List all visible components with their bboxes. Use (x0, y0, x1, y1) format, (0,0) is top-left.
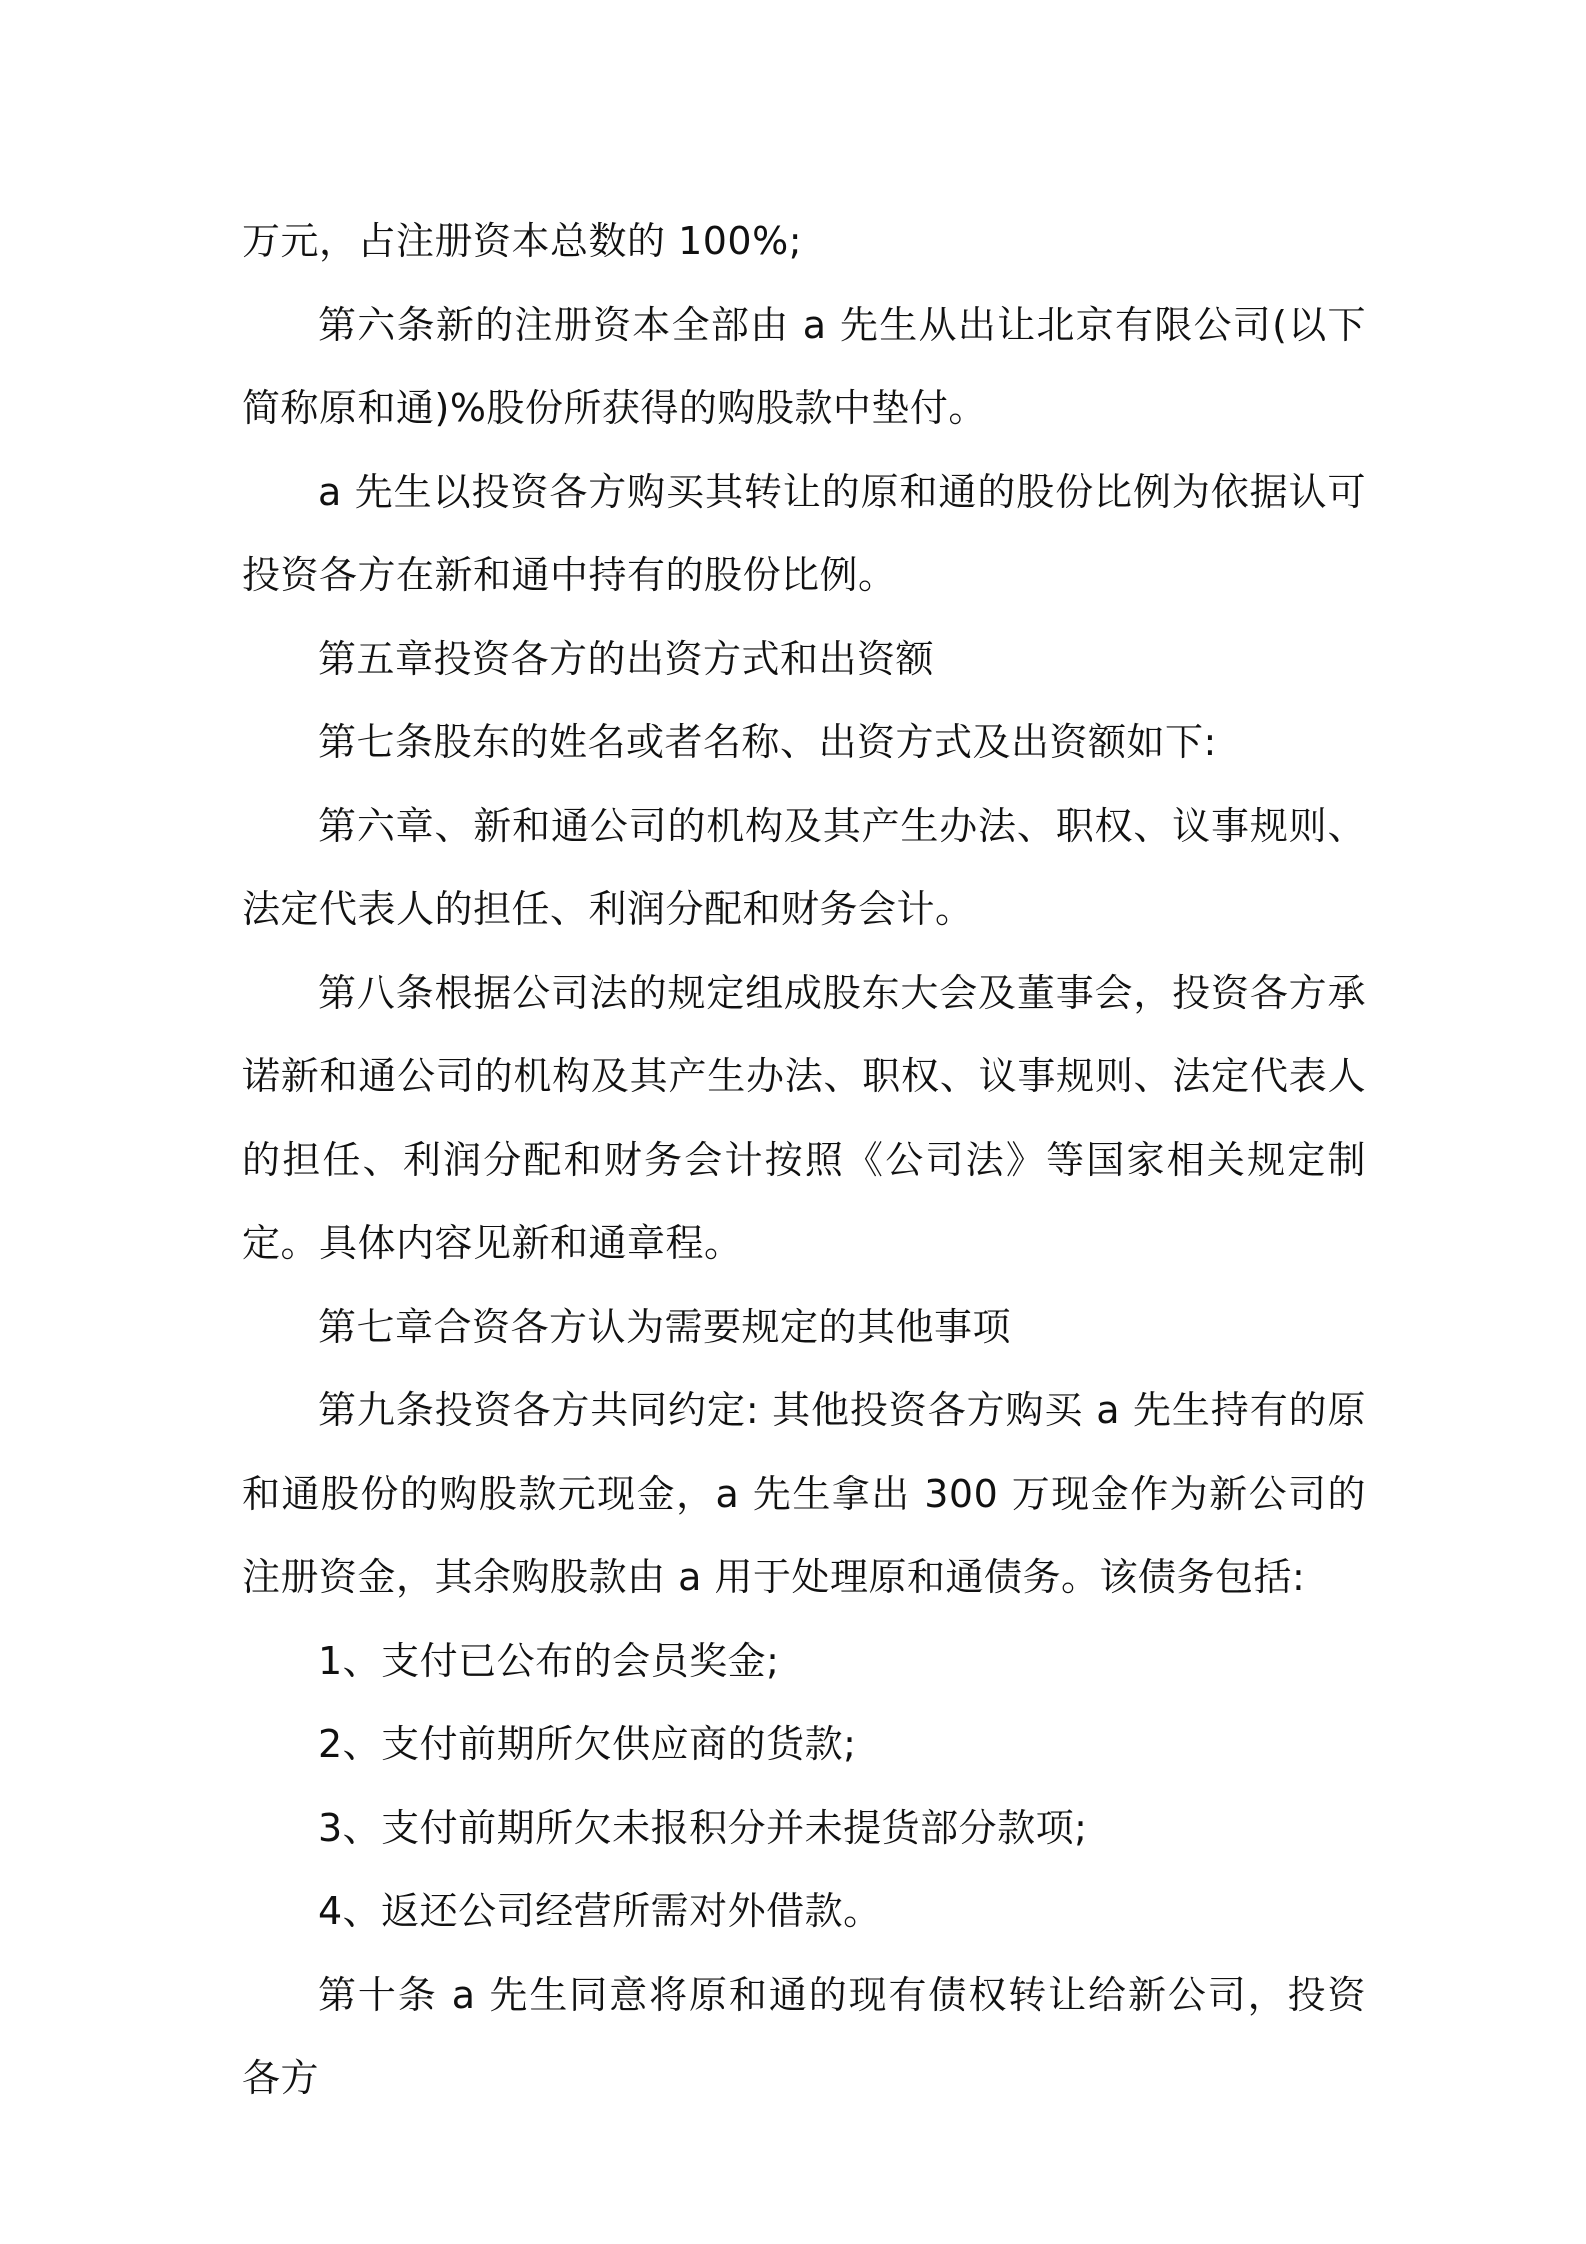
list-item-2: 2、支付前期所欠供应商的货款; (318, 1722, 857, 1766)
chapter-7-heading: 第七章合资各方认为需要规定的其他事项 (318, 1304, 1012, 1349)
paragraph-article-10: 第十条 a 先生同意将原和通的现有债权转让给新公司，投资各方 (242, 1972, 1366, 2100)
list-item-3: 3、支付前期所欠未报积分并未提货部分款项; (318, 1805, 1088, 1850)
paragraph-article-6: 第六条新的注册资本全部由 a 先生从出让北京有限公司(以下简称原和通)%股份所获得的购股款中垫付。 (242, 302, 1366, 430)
chapter-6-heading: 第六章、新和通公司的机构及其产生办法、职权、议事规则、法定代表人的担任、利润分配和财务会计。 (242, 803, 1366, 931)
paragraph-share-ratio: a 先生以投资各方购买其转让的原和通的股份比例为依据认可投资各方在新和通中持有的股份比例。 (242, 469, 1366, 597)
paragraph-continuation: 万元，占注册资本总数的 100%; (242, 219, 803, 263)
paragraph-article-9: 第九条投资各方共同约定: 其他投资各方购买 a 先生持有的原和通股份的购股款元现金，a 先生拿出 300 万现金作为新公司的注册资金，其余购股款由 a 用于处理原和通债务。该债务包括: (242, 1388, 1366, 1599)
chapter-5-heading: 第五章投资各方的出资方式和出资额 (318, 636, 935, 681)
list-item-1: 1、支付已公布的会员奖金; (318, 1638, 780, 1683)
list-item-4: 4、返还公司经营所需对外借款。 (318, 1889, 882, 1933)
paragraph-article-8: 第八条根据公司法的规定组成股东大会及董事会，投资各方承诺新和通公司的机构及其产生办法、职权、议事规则、法定代表人的担任、利润分配和财务会计按照《公司法》等国家相关规定制定。具体内容见新和通章程。 (242, 970, 1366, 1265)
paragraph-article-7: 第七条股东的姓名或者名称、出资方式及出资额如下: (318, 720, 1217, 764)
document-body (242, 200, 1366, 2121)
